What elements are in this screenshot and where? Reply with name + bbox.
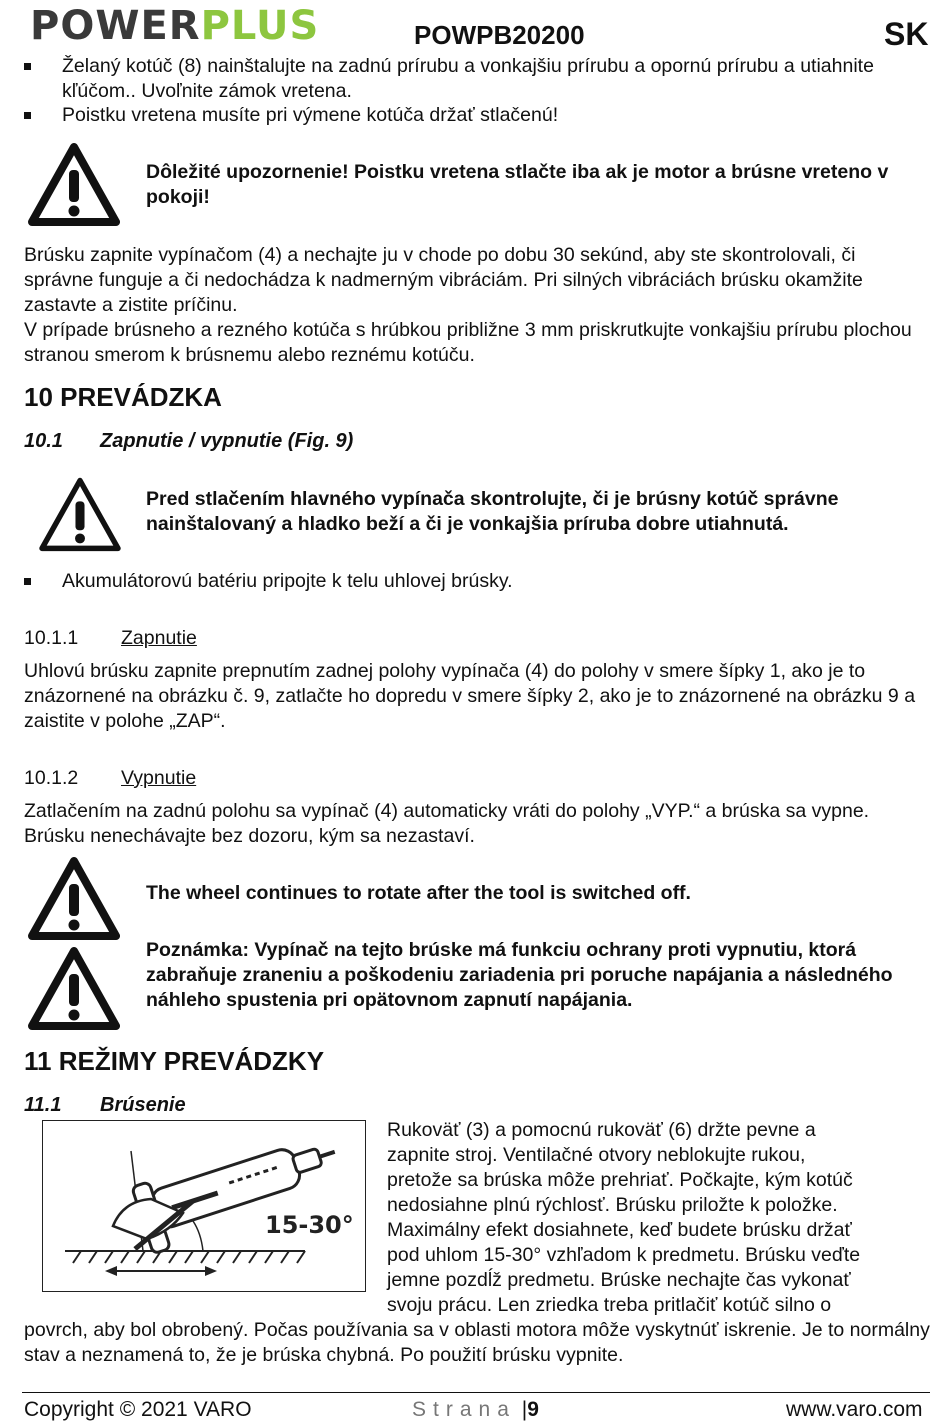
subsection-heading xyxy=(24,430,353,453)
list-item xyxy=(24,103,924,128)
section-heading: 10 PREVÁDZKA xyxy=(24,382,222,412)
subsubsection-title: Vypnutie xyxy=(121,767,197,789)
warning-text: Pred stlačením hlavného vypínača skontrolujte, či je brúsny kotúč správne nainštalovaný a hladko beží a či je vonkajšia príruba dobre utiahnutá. xyxy=(146,488,839,535)
subsubsection-title: Zapnutie xyxy=(121,627,197,649)
list-item-text: Poistku vretena musíte pri výmene kotúča držať stlačenú! xyxy=(62,104,559,126)
brand-logo xyxy=(30,3,320,49)
text-line: Rukoväť (3) a pomocnú rukoväť (6) držte pevne a xyxy=(387,1119,816,1141)
bullet-icon xyxy=(24,63,31,70)
list-item-text: Želaný kotúč (8) nainštalujte na zadnú prírubu a vonkajšiu prírubu a opornú prírubu a utiahnite kľúčom.. Uvoľnite zámok vretena. xyxy=(62,55,874,102)
grinding-angle-figure xyxy=(42,1120,366,1292)
footer-divider xyxy=(22,1392,930,1393)
text-line: zapnite stroj. Ventilačné otvory neblokujte rukou, xyxy=(387,1144,806,1166)
subsubsection-heading xyxy=(24,767,196,790)
list-item xyxy=(24,54,924,104)
subsection-title: Brúsenie xyxy=(100,1094,186,1116)
paragraph: Zatlačením na zadnú polohu sa vypínač (4) automaticky vráti do polohy „VYP.“ a brúska sa vypne. Brúsku nenechávajte bez dozoru, kým sa nezastaví. xyxy=(24,800,870,847)
subsubsection-heading xyxy=(24,627,197,650)
text-line: svoju prácu. Len zriedka treba pritlačiť kotúč silno o xyxy=(387,1294,832,1316)
text-line: pod uhlom 15-30° vzhľadom k predmetu. Brúsku veďte xyxy=(387,1244,861,1266)
angle-label: 15-30° xyxy=(265,1211,354,1239)
text-line: Maximálny efekt dosiahnete, keď budete brúsku držať xyxy=(387,1219,852,1241)
paragraph: povrch, aby bol obrobený. Počas používania sa v oblasti motora môže vyskytnúť iskrenie. Je to normálny stav a neznamená to, že je brúska chybná. Po použití brúsku vypnite. xyxy=(24,1319,930,1366)
text-line: nedosiahne plnú rýchlosť. Brúsku priložte k položke. xyxy=(387,1194,838,1216)
warning-triangle-icon xyxy=(28,946,120,1030)
subsubsection-number: 10.1.2 xyxy=(24,767,79,789)
footer-page xyxy=(412,1398,539,1422)
angle-grinder-illustration xyxy=(43,1121,365,1291)
warning-text: Dôležité upozornenie! Poistku vretena stlačte iba ak je motor a brúsne vreteno v pokoji! xyxy=(146,161,889,208)
brand-part2: PLUS xyxy=(200,3,320,49)
warning-triangle-icon xyxy=(28,856,120,940)
list-item xyxy=(24,569,924,594)
footer-url[interactable]: www.varo.com xyxy=(786,1398,923,1421)
language-code: SK xyxy=(884,16,929,52)
text-line: jemne pozdĺž predmetu. Brúske nechajte čas vykonať xyxy=(387,1269,851,1291)
model-number: POWPB20200 xyxy=(414,20,585,50)
list-item-text: Akumulátorovú batériu pripojte k telu uhlovej brúsky. xyxy=(62,570,513,592)
page-separator: | xyxy=(521,1398,528,1421)
page-word: Strana xyxy=(412,1398,516,1421)
subsection-number: 11.1 xyxy=(24,1094,62,1116)
section-heading: 11 REŽIMY PREVÁDZKY xyxy=(24,1046,325,1076)
warning-triangle-icon xyxy=(28,142,120,226)
paragraph: V prípade brúsneho a rezného kotúča s hrúbkou približne 3 mm priskrutkujte vonkajšiu prírubu plochou stranou smerom k brúsnemu alebo reznému kotúču. xyxy=(24,319,912,366)
warning-triangle-icon xyxy=(38,476,122,552)
subsection-title: Zapnutie / vypnutie (Fig. 9) xyxy=(100,430,354,452)
warning-text: The wheel continues to rotate after the tool is switched off. xyxy=(146,882,691,904)
text-line: pretože sa brúska môže prehriať. Počkajte, kým kotúč xyxy=(387,1169,853,1191)
subsection-heading xyxy=(24,1094,186,1117)
side-text xyxy=(387,1118,932,1318)
brand-part1: POWER xyxy=(30,3,201,49)
footer-copyright: Copyright © 2021 VARO xyxy=(24,1398,252,1421)
warning-text: Poznámka: Vypínač na tejto brúske má funkciu ochrany proti vypnutiu, ktorá zabraňuje zraneniu a poškodeniu zariadenia pri poruche napájania a následného náhleho spustenia pri opätovnom zapnutí napájania. xyxy=(146,939,893,1011)
paragraph: Uhlovú brúsku zapnite prepnutím zadnej polohy vypínača (4) do polohy v smere šípky 1, ako je to znázornené na obrázku č. 9, zatlačte ho dopredu v smere šípky 2, ako je to znázornené na obrázku 9 a zaistite v polohe „ZAP“. xyxy=(24,660,916,732)
bullet-icon xyxy=(24,578,31,585)
paragraph: Brúsku zapnite vypínačom (4) a nechajte ju v chode po dobu 30 sekúnd, aby ste skontrolovali, či správne funguje a či nedochádza k nadmerným vibráciám. Pri silných vibráciách brúsku okamžite zastavte a zistite príčinu. xyxy=(24,244,863,316)
page-number: 9 xyxy=(527,1398,539,1421)
bullet-icon xyxy=(24,112,31,119)
subsection-number: 10.1 xyxy=(24,430,63,452)
subsubsection-number: 10.1.1 xyxy=(24,627,79,649)
